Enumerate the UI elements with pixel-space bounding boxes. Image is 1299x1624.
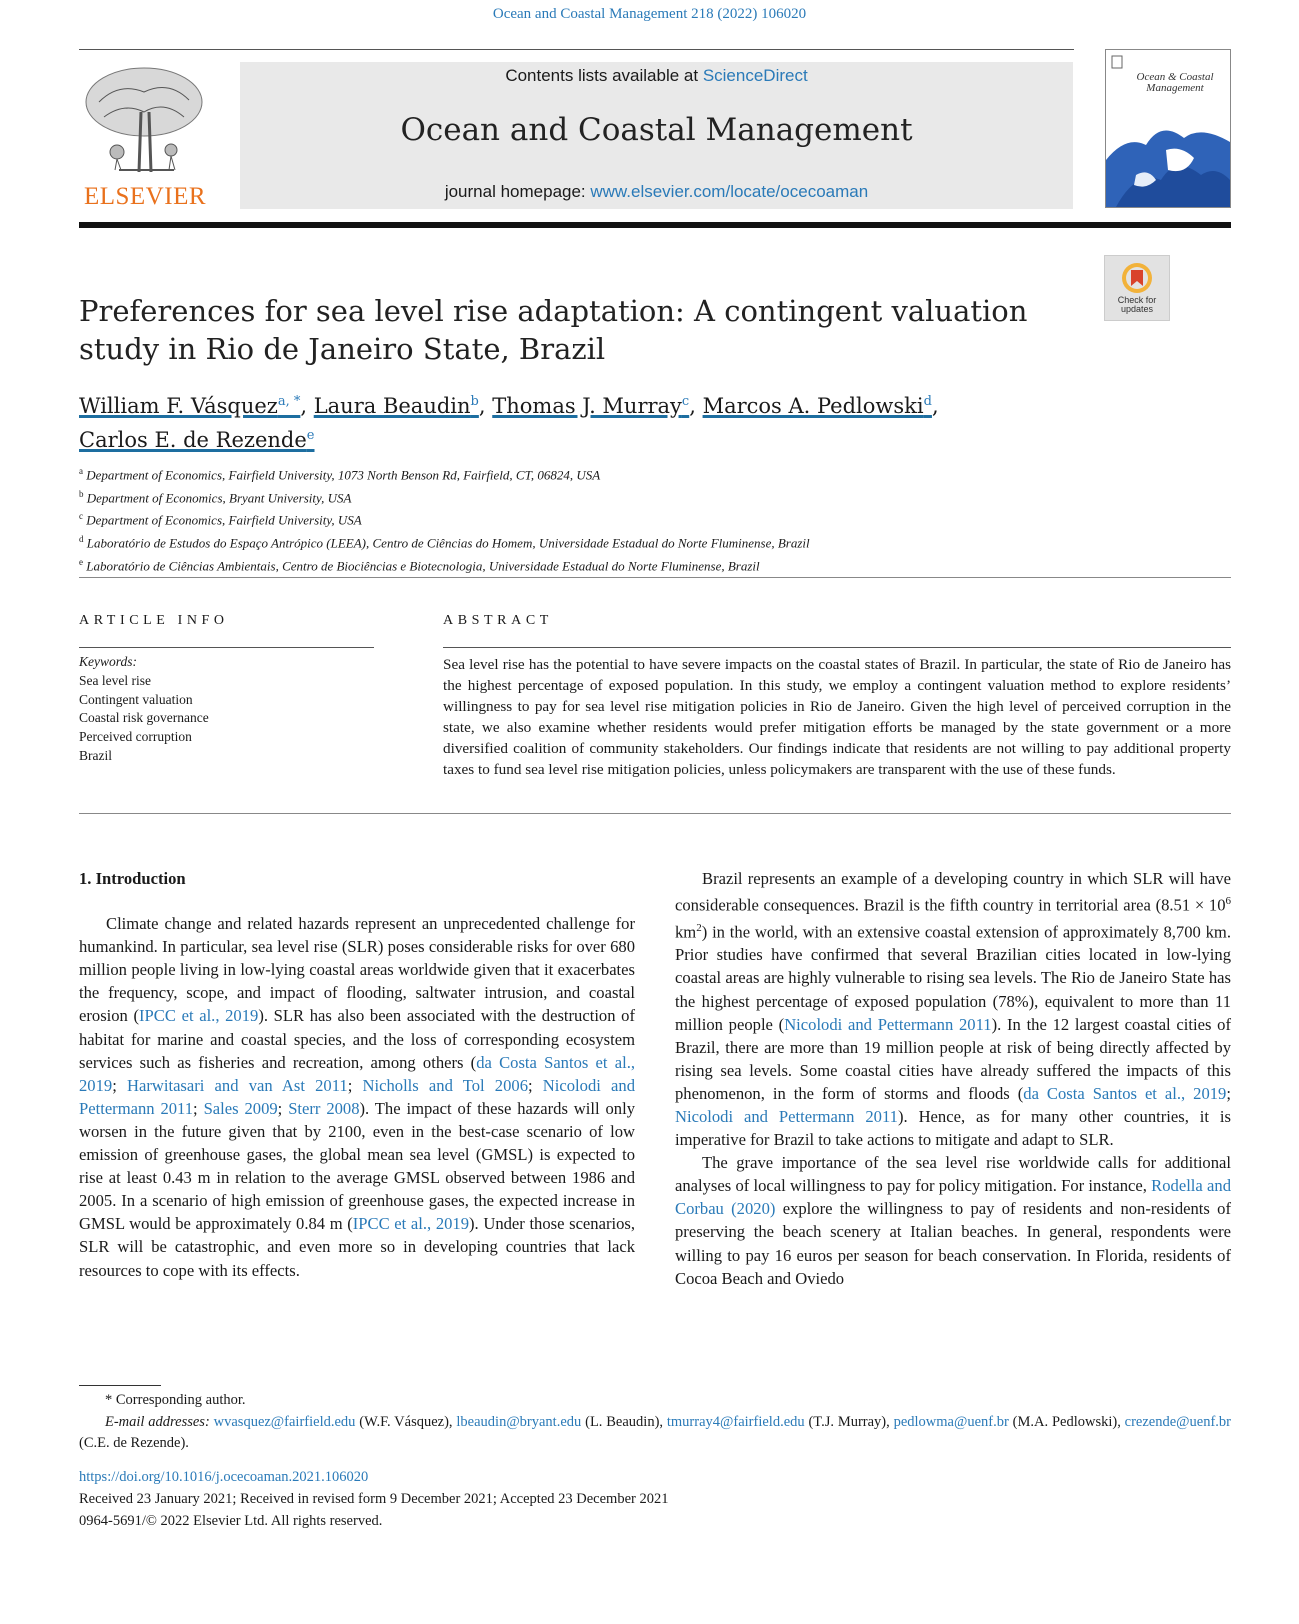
- homepage-prefix: journal homepage:: [444, 182, 591, 201]
- doi-link[interactable]: https://doi.org/10.1016/j.ocecoaman.2021.106020: [79, 1469, 369, 1485]
- citation-link[interactable]: IPCC et al., 2019: [139, 1006, 259, 1026]
- author-link[interactable]: [314, 394, 479, 418]
- keyword[interactable]: Coastal risk governance: [79, 710, 209, 726]
- author-affiliation-mark[interactable]: e: [306, 428, 315, 443]
- affiliation-text: Department of Economics, Fairfield University, 1073 North Benson Rd, Fairfield, CT, 06824, USA: [86, 467, 601, 483]
- citation-link[interactable]: Sterr 2008: [288, 1098, 360, 1118]
- journal-name: Ocean and Coastal Management: [400, 112, 913, 148]
- keyword[interactable]: Brazil: [79, 747, 112, 763]
- citation-link[interactable]: Rodella and Corbau (2020): [675, 1176, 1231, 1219]
- author-affiliation-mark[interactable]: b: [470, 394, 479, 409]
- check-updates-label: Check for updates: [1117, 295, 1157, 314]
- affiliation-mark: b: [79, 488, 84, 499]
- affiliation-mark: c: [79, 511, 83, 522]
- email-link[interactable]: crezende@uenf.br: [1124, 1413, 1231, 1430]
- received-dates: Received 23 January 2021; Received in revised form 9 December 2021; Accepted 23 December 2021: [79, 1491, 669, 1507]
- affiliation: [79, 462, 1229, 485]
- paragraph: Climate change and related hazards represent an unprecedented challenge for humankind. In particular, sea level rise (SLR) poses considerable risks for over 680 million people living in low-lying coastal areas worldwide given that it exacerbates the frequency, scope, and impact of flooding, saltwater intrusion, and coastal erosion (IPCC et al., 2019). SLR has also been associated with the destruction of habitat for marine and coastal species, and the loss of corresponding ecosystem services such as fisheries and recreation, among others (da Costa Santos et al., 2019; Harwitasari and van Ast 2011; Nicholls and Tol 2006; Nicolodi and Pettermann 2011; Sales 2009; Sterr 2008). The impact of these hazards will only worsen in the future given that by 2100, even in the best-case scenario of low emission of greenhouse gases, the global mean sea level (GMSL) is expected to rise at least 0.43 m in relation to the average GMSL observed between 1986 and 2005. In a scenario of high emission of greenhouse gases, the expected increase in GMSL would be approximately 0.84 m (IPCC et al., 2019). Under those scenarios, SLR will be catastrophic, and even more so in developing countries that lack resources to cope with its effects.: [79, 914, 636, 1280]
- affiliation-list: [79, 462, 1229, 575]
- affiliation-text: Department of Economics, Fairfield University, USA: [86, 512, 362, 528]
- abstract-heading: ABSTRACT: [443, 613, 553, 628]
- footnote-rule: [79, 1385, 161, 1386]
- affiliation-mark: d: [79, 533, 84, 544]
- citation-link[interactable]: Nicolodi and Pettermann 2011: [784, 1014, 992, 1034]
- author-link[interactable]: [492, 394, 689, 418]
- sciencedirect-link[interactable]: ScienceDirect: [702, 66, 808, 85]
- keyword[interactable]: Contingent valuation: [79, 691, 193, 707]
- citation-link[interactable]: Harwitasari and van Ast 2011: [126, 1075, 348, 1095]
- author-list: William F. Vásquez$^{a, *}$, Laura Beaudin$^b$, Thomas J. Murray$^c$, Marcos A. Pedlowski$^d$, Carlos E. de Rezende$^e$: [79, 394, 939, 452]
- article-info-rule: [79, 647, 374, 648]
- author-name: Marcos A. Pedlowski: [702, 394, 924, 418]
- citation-link[interactable]: Sales 2009: [203, 1098, 278, 1118]
- affiliation: [79, 530, 1229, 553]
- author-link[interactable]: [79, 394, 300, 418]
- email-list: [79, 1414, 1231, 1452]
- paragraph: Brazil represents an example of a developing country in which SLR will have considerable consequences. Brazil is the fifth country in territorial area ($8.51 \times 10^6$ $km^2$) in the world, with an extensive coastal extension of approximately 8,700 km. Prior studies have confirmed that several Brazilian cities located in low-lying coastal areas are highly vulnerable to rising sea levels. The Rio de Janeiro State has the highest percentage of exposed population (78%), equivalent to more than 11 million people (Nicolodi and Pettermann 2011). In the 12 largest coastal cities of Brazil, there are more than 19 million people at risk of being directly affected by rising sea levels. Some coastal cities have already suffered the impacts of this phenomenon, in the form of storms and floods (da Costa Santos et al., 2019; Nicolodi and Pettermann 2011). Hence, as for many other countries, it is imperative for Brazil to take actions to mitigate and adapt to SLR.: [675, 869, 1231, 1150]
- keywords-block: [79, 653, 379, 766]
- email-owner: (C.E. de Rezende).: [79, 1435, 189, 1451]
- email-owner: (M.A. Pedlowski),: [1008, 1413, 1125, 1430]
- section-heading: 1. Introduction: [79, 869, 186, 888]
- affiliation: [79, 553, 1229, 576]
- author-affiliation-mark[interactable]: c: [681, 394, 690, 409]
- email-link[interactable]: pedlowma@uenf.br: [893, 1413, 1009, 1430]
- abstract-rule: [443, 647, 1231, 648]
- author-name: Carlos E. de Rezende: [79, 428, 307, 452]
- affiliation-mark: e: [79, 556, 83, 567]
- citation-link[interactable]: Nicholls and Tol 2006: [362, 1075, 528, 1095]
- check-updates-icon: [1119, 260, 1155, 296]
- copyright: 0964-5691/© 2022 Elsevier Ltd. All rights reserved.: [79, 1513, 383, 1529]
- body-column-left: [79, 867, 635, 1282]
- article-info-heading: ARTICLE INFO: [79, 613, 229, 628]
- email-link[interactable]: wvasquez@fairfield.edu: [213, 1413, 356, 1430]
- corresponding-author-note: * Corresponding author.: [105, 1392, 246, 1408]
- superscript: 2: [696, 921, 702, 934]
- citation-link[interactable]: da Costa Santos et al., 2019: [1023, 1083, 1227, 1103]
- email-owner: (W.F. Vásquez),: [355, 1413, 457, 1430]
- email-label: E-mail addresses:: [105, 1413, 210, 1430]
- author-name: Laura Beaudin: [313, 394, 471, 418]
- citation-link[interactable]: da Costa Santos et al., 2019: [79, 1052, 635, 1095]
- body-column-right: [675, 867, 1231, 1290]
- journal-cover-thumbnail[interactable]: [1105, 49, 1231, 208]
- contents-prefix: Contents lists available at: [505, 66, 703, 85]
- cover-title: Ocean & Coastal Management: [1136, 71, 1214, 94]
- email-owner: (L. Beaudin),: [581, 1413, 667, 1430]
- journal-homepage-link[interactable]: www.elsevier.com/locate/ocecoaman: [590, 182, 869, 201]
- author-name: William F. Vásquez: [79, 394, 278, 418]
- affiliation-mark: a: [79, 466, 83, 476]
- email-link[interactable]: lbeaudin@bryant.edu: [456, 1413, 582, 1430]
- keyword[interactable]: Sea level rise: [79, 672, 151, 688]
- author-affiliation-mark[interactable]: d: [923, 394, 932, 409]
- article-title: Preferences for sea level rise adaptation: A contingent valuation study in Rio de Janeiro State, Brazil: [79, 294, 1028, 366]
- contents-line: [240, 66, 1073, 86]
- affiliation-text: Laboratório de Ciências Ambientais, Centro de Biociências e Biotecnologia, Universidade Estadual do Norte Fluminense, Brazil: [86, 557, 760, 573]
- header-thick-rule: [79, 222, 1231, 228]
- keyword[interactable]: Perceived corruption: [79, 729, 192, 745]
- author-link[interactable]: [79, 428, 315, 452]
- author-link[interactable]: [703, 394, 932, 418]
- citation-link[interactable]: IPCC et al., 2019: [352, 1214, 470, 1234]
- section-rule: [79, 813, 1231, 814]
- affiliation: [79, 507, 1229, 530]
- citation-link[interactable]: Nicolodi and Pettermann 2011: [675, 1107, 898, 1126]
- journal-masthead: [240, 62, 1073, 209]
- author-affiliation-mark[interactable]: a, *: [277, 394, 301, 409]
- email-link[interactable]: tmurray4@fairfield.edu: [666, 1413, 805, 1430]
- affiliation-text: Department of Economics, Bryant University, USA: [86, 489, 352, 505]
- homepage-line: [240, 182, 1073, 202]
- check-for-updates-button[interactable]: [1104, 255, 1170, 321]
- affiliation: [79, 485, 1229, 508]
- citation-link[interactable]: Nicolodi and Pettermann 2011: [79, 1075, 635, 1118]
- section-rule: [79, 577, 1231, 578]
- email-addresses: [79, 1412, 1231, 1455]
- author-name: Thomas J. Murray: [492, 394, 682, 418]
- abstract-text: Sea level rise has the potential to have severe impacts on the coastal states of Brazil. In particular, the state of Rio de Janeiro has the highest percentage of exposed population. In this study, we employ a contingent valuation method to explore residents’ willingness to pay for sea level rise mitigation policies in Rio de Janeiro. Given the high level of perceived corruption in the state, we also examine whether residents would prefer mitigation efforts be managed by the state government or a more diversified coalition of community stakeholders. Our findings indicate that residents are not willing to pay additional property taxes to fund sea level rise mitigation policies, unless policymakers are transparent with the use of these funds.: [443, 656, 1231, 779]
- publisher-wordmark[interactable]: ELSEVIER: [83, 183, 207, 210]
- header-rule: [79, 49, 1074, 50]
- superscript: 6: [1225, 895, 1231, 908]
- keywords-label: Keywords:: [79, 654, 137, 669]
- paragraph: The grave importance of the sea level rise worldwide calls for additional analyses of local willingness to pay for policy mitigation. For instance, Rodella and Corbau (2020) explore the willingness to pay of residents and non-residents of preserving the beach scenery at Italian beaches. In general, respondents were willing to pay 16 euros per season for beach conservation. In Florida, residents of Cocoa Beach and Oviedo: [675, 1153, 1231, 1288]
- email-owner: (T.J. Murray),: [804, 1413, 894, 1430]
- affiliation-text: Laboratório de Estudos do Espaço Antrópico (LEEA), Centro de Ciências do Homem, Universidade Estadual do Norte Fluminense, Brazil: [86, 535, 810, 551]
- journal-citation[interactable]: Ocean and Coastal Management 218 (2022) 106020: [492, 6, 807, 22]
- footnotes: [79, 1390, 1231, 1455]
